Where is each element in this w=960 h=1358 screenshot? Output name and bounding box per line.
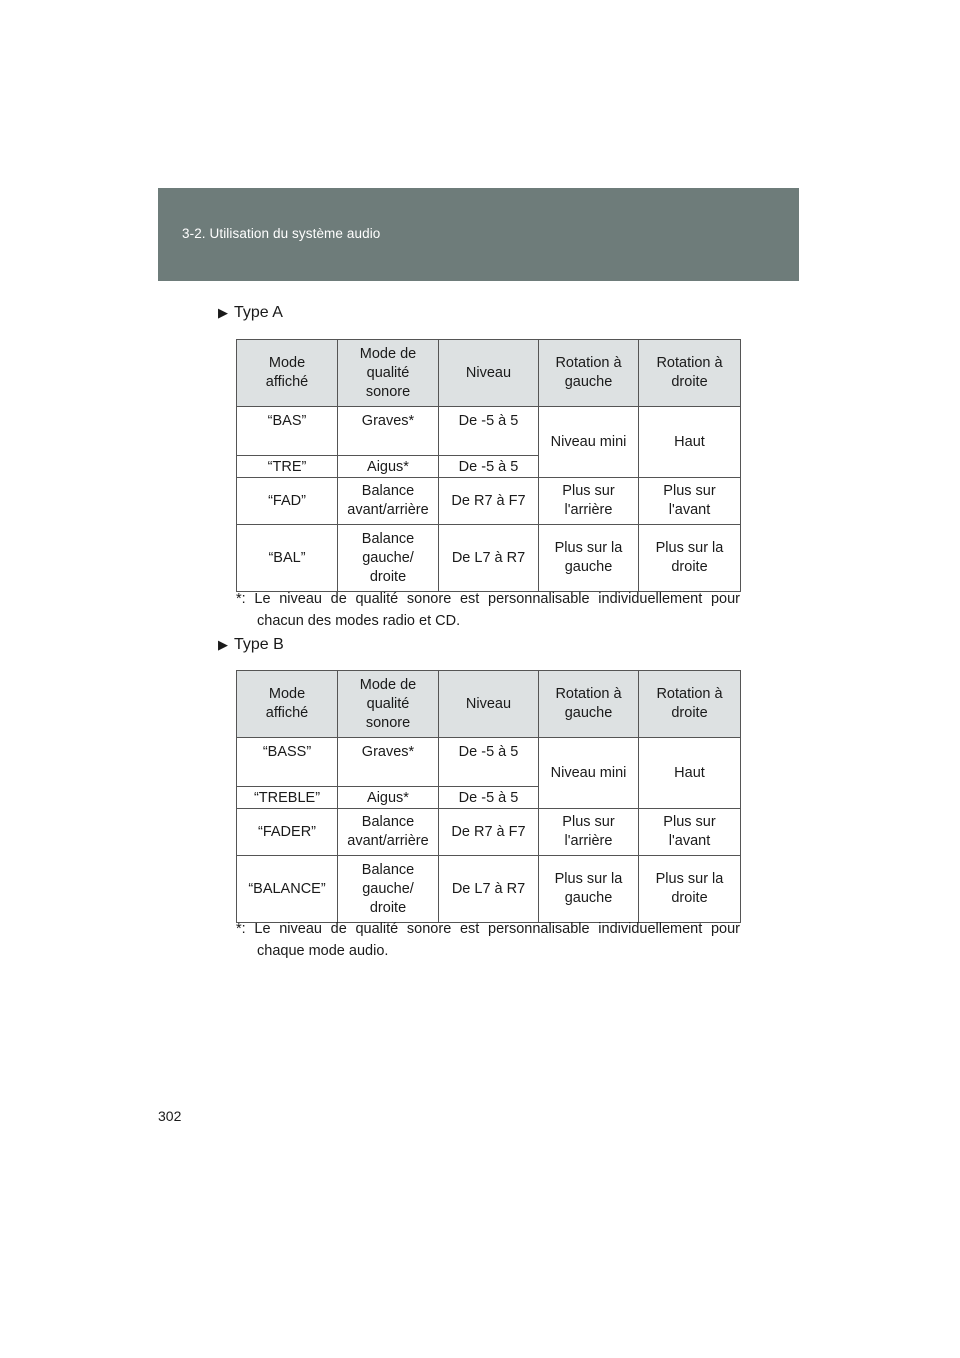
table-row [237, 856, 741, 923]
page-number: 302 [158, 1108, 182, 1124]
table-cell: De R7 à F7 [439, 809, 539, 856]
table-cell: Balance avant/arrière [338, 478, 439, 525]
table-cell: Balance gauche/ droite [338, 856, 439, 923]
table-cell: Aigus* [338, 456, 439, 478]
table-cell: De L7 à R7 [439, 856, 539, 923]
type-b-table [236, 670, 741, 923]
type-b-label: Type B [234, 636, 284, 653]
table-cell: De -5 à 5 [439, 738, 539, 787]
table-cell: Balance avant/arrière [338, 809, 439, 856]
table-cell: Niveau mini [539, 738, 639, 809]
table-cell: Graves* [338, 407, 439, 456]
table-cell: Balance gauche/ droite [338, 525, 439, 592]
column-header-level: Niveau [439, 340, 539, 407]
type-a-table [236, 339, 741, 592]
table-cell: “TRE” [237, 456, 338, 478]
table-row [237, 809, 741, 856]
table-cell: “FADER” [237, 809, 338, 856]
table-cell: “TREBLE” [237, 787, 338, 809]
column-header-mode: Mode affiché [237, 340, 338, 407]
table-cell: Plus sur l'avant [639, 478, 741, 525]
column-header-sound-mode: Mode de qualité sonore [338, 671, 439, 738]
table-cell: “FAD” [237, 478, 338, 525]
table-header-row [237, 340, 741, 407]
table-row [237, 407, 741, 456]
table-cell: Plus sur la gauche [539, 525, 639, 592]
type-a-heading [218, 304, 283, 322]
table-cell: “BALANCE” [237, 856, 338, 923]
table-cell: “BAS” [237, 407, 338, 456]
column-header-rotate-left: Rotation à gauche [539, 340, 639, 407]
table-header-row [237, 671, 741, 738]
table-cell: Plus sur la gauche [539, 856, 639, 923]
table-cell: “BAL” [237, 525, 338, 592]
column-header-rotate-right: Rotation à droite [639, 671, 741, 738]
table-cell: Plus sur l'avant [639, 809, 741, 856]
section-header [158, 188, 799, 281]
table-row [237, 738, 741, 787]
table-cell: De R7 à F7 [439, 478, 539, 525]
column-header-sound-mode: Mode de qualité sonore [338, 340, 439, 407]
section-title: 3-2. Utilisation du système audio [182, 226, 381, 241]
table-cell: De L7 à R7 [439, 525, 539, 592]
table-cell: Haut [639, 407, 741, 478]
column-header-level: Niveau [439, 671, 539, 738]
table-cell: Aigus* [338, 787, 439, 809]
type-b-footnote: *: Le niveau de qualité sonore est personnalisable individuellement pour chaque mode audio. [236, 921, 740, 959]
type-a-label: Type A [234, 304, 283, 321]
column-header-rotate-left: Rotation à gauche [539, 671, 639, 738]
table-cell: De -5 à 5 [439, 787, 539, 809]
type-b-heading [218, 636, 284, 654]
column-header-rotate-right: Rotation à droite [639, 340, 741, 407]
table-cell: Plus sur la droite [639, 525, 741, 592]
table-cell: De -5 à 5 [439, 407, 539, 456]
table-cell: “BASS” [237, 738, 338, 787]
table-row [237, 525, 741, 592]
table-cell: De -5 à 5 [439, 456, 539, 478]
table-cell: Plus sur l'arrière [539, 809, 639, 856]
table-cell: Plus sur l'arrière [539, 478, 639, 525]
triangle-bullet-icon: ▶ [218, 637, 228, 652]
table-cell: Plus sur la droite [639, 856, 741, 923]
column-header-mode: Mode affiché [237, 671, 338, 738]
table-cell: Graves* [338, 738, 439, 787]
table-row [237, 478, 741, 525]
type-a-footnote: *: Le niveau de qualité sonore est personnalisable individuellement pour chacun des modes radio et CD. [236, 591, 740, 629]
table-cell: Niveau mini [539, 407, 639, 478]
table-cell: Haut [639, 738, 741, 809]
triangle-bullet-icon: ▶ [218, 305, 228, 320]
